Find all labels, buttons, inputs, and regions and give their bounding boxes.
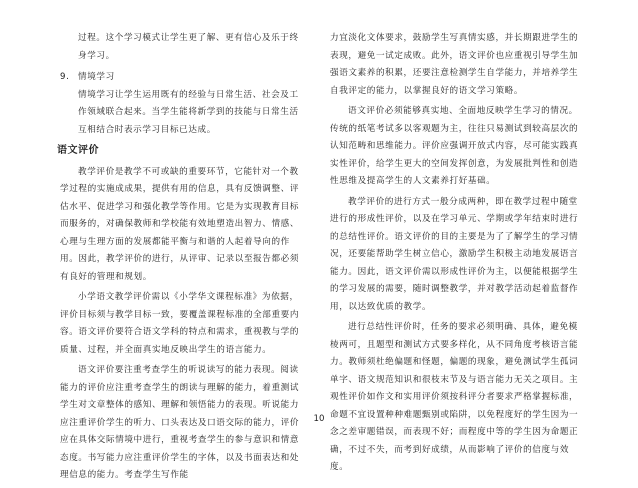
list-item-9 [60,69,306,139]
paragraph: 语文评价要注重考查学生的听说读写的能力表现。阅读能力的评价应注重考查学生的朗读与理解的能力，着重测试学生对文章整体的感知、理解和领悟能力的表现。听说能力应注重评价学生的听力、口头表达及口语交际的能力，评价应在具体交际情境中进行，重视考查学生的参与意识和情意态度。书写能力应注重评价学生的字体，以及书面表达和处理信息的能力。考查学生写作能 [60,365,300,480]
right-column [330,30,580,480]
section-heading: 语文评价 [57,145,99,156]
list-item-title: 情境学习 [78,72,115,82]
paragraph: 小学语文教学评价需以《小学华文课程标准》为依据，评价目标须与教学目标一致，要覆盖课程标准的全部重要内容。语文评价要符合语文学科的特点和需求，重视教与学的质量、过程，并全面真实地反映出学生的语言能力。 [60,292,300,355]
list-item-number: 9. [60,72,70,82]
paragraph: 语文评价必须能够真实地、全面地反映学生学习的情况。传统的纸笔考试多以客观题为主，往往只易测试到较高层次的认知范畴和思维能力。评价应强调开放式内容，尽可能实践真实性评价，给学生更大的空间发挥创意，为发展批判性和创造性思维及提高学生的人文素养打好基础。 [330,106,579,186]
paragraph: 教学评价的进行方式一般分成两种，即在教学过程中随堂进行的形成性评价，以及在学习单元、学期或学年结束时进行的总结性评价。语文评价的目的主要是为了了解学生的学习情况，还要能帮助学生树立信心，激励学生积极主动地发展语言能力。因此，语文评价需以形成性评价为主，以便能根据学生的学习发展的需要，随时调整教学，并对教学活动起着监督作用，以达致优质的教学。 [330,196,579,312]
paragraph: 进行总结性评价时，任务的要求必须明确、具体，避免模棱两可，且题型和测试方式要多样化，从不同角度考核语言能力。教师须杜绝偏题和怪题，偏题的现象，避免测试学生孤词单字、语文规范知识和很枝末节及与语言能力无关之项目。主观性评价如作文和实用评价须按科评分者要求严格掌握标准，命题不宜设置种种难题甄别或陷阱，以免程度好的学生因为一念之差审题错误，而表现不好；而程度中等的学生因为命题正确，不过不失，而考到好成绩，从而影响了评价的信度与效度。 [330,322,579,472]
paragraph: 力宜淡化文体要求，鼓励学生写真情实感，并长期跟进学生的表现，避免一试定成败。此外，语文评价也应重视引导学生加强语文素养的积累，还要注意检测学生自学能力，并培养学生自我评定的能力，以掌握良好的语文学习策略。 [330,33,579,96]
paragraph: 教学评价是教学不可或缺的重要环节，它能针对一个教学过程的实施成成果，提供有用的信息，具有反馈调整、评估水平、促进学习和强化教学等作用。它是为实现教育目标而服务的，对确保教师和学校能有效地塑造出智力、情感、心理与生理方面的发展都能平衡与和谐的人起着导向的作用。因此，教学评价的进行，从评审、记录以至报告都必须有良好的管理和规划。 [60,166,300,282]
list-item-text: 情境学习让学生运用既有的经验与日常生活、社会及工作领域联合起来。当学生能将新学到的技能与日常生活互相结合时表示学习目标已达成。 [78,89,299,135]
intro-text: 过程。这个学习模式让学生更了解、更有信心及乐于终身学习。 [78,33,299,61]
page-number: 10 [313,414,325,424]
